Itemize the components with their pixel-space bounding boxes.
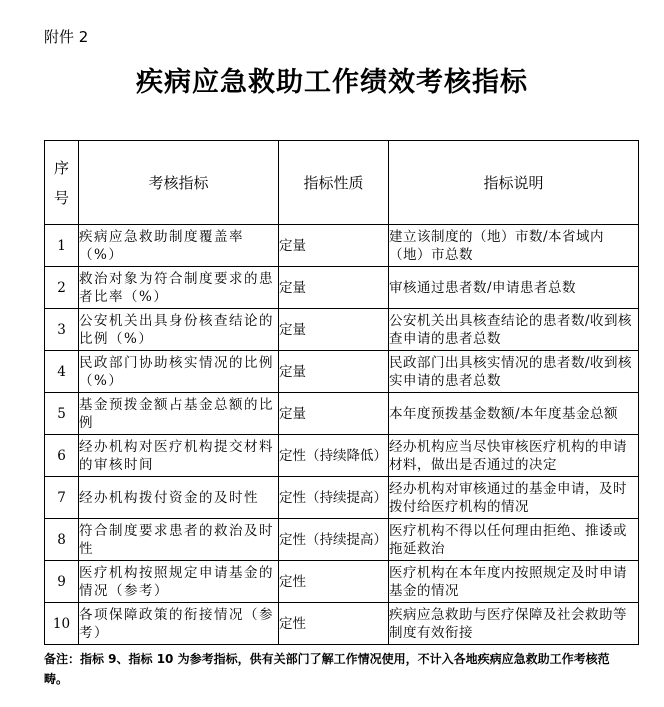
row-indicator: 基金预拨金额占基金总额的比例 (79, 393, 279, 435)
table-row (45, 225, 639, 267)
row-nature: 定性 (279, 561, 389, 603)
table-row (45, 393, 639, 435)
row-seq: 1 (45, 225, 79, 267)
table-row (45, 351, 639, 393)
row-seq: 10 (45, 603, 79, 645)
table-row (45, 519, 639, 561)
table-row (45, 435, 639, 477)
row-nature: 定量 (279, 225, 389, 267)
row-seq: 4 (45, 351, 79, 393)
row-indicator: 符合制度要求患者的救治及时性 (79, 519, 279, 561)
row-indicator: 经办机构拨付资金的及时性 (79, 477, 279, 519)
row-seq: 9 (45, 561, 79, 603)
header-description: 指标说明 (389, 141, 639, 225)
row-nature: 定量 (279, 351, 389, 393)
table-row (45, 477, 639, 519)
row-nature: 定性（持续提高） (279, 519, 389, 561)
header-nature: 指标性质 (279, 141, 389, 225)
row-indicator: 各项保障政策的衔接情况（参考） (79, 603, 279, 645)
row-description: 本年度预拨基金数额/本年度基金总额 (389, 393, 639, 435)
annex-label: 附件 2 (44, 28, 89, 46)
table-row (45, 603, 639, 645)
row-indicator: 经办机构对医疗机构提交材料的审核时间 (79, 435, 279, 477)
row-description: 建立该制度的（地）市数/本省域内（地）市总数 (389, 225, 639, 267)
row-indicator: 救治对象为符合制度要求的患者比率（%） (79, 267, 279, 309)
row-nature: 定性 (279, 603, 389, 645)
row-description: 经办机构对审核通过的基金申请，及时拨付给医疗机构的情况 (389, 477, 639, 519)
row-indicator: 疾病应急救助制度覆盖率（%） (79, 225, 279, 267)
row-seq: 5 (45, 393, 79, 435)
row-indicator: 公安机关出具身份核查结论的比例（%） (79, 309, 279, 351)
row-nature: 定量 (279, 267, 389, 309)
header-seq (45, 141, 79, 225)
row-seq: 6 (45, 435, 79, 477)
row-description: 经办机构应当尽快审核医疗机构的申请材料，做出是否通过的决定 (389, 435, 639, 477)
row-nature: 定性（持续提高） (279, 477, 389, 519)
indicator-table (44, 140, 639, 645)
row-nature: 定量 (279, 309, 389, 351)
table-header-row (45, 141, 639, 225)
row-nature: 定性（持续降低） (279, 435, 389, 477)
row-description: 公安机关出具核查结论的患者数/收到核查申请的患者总数 (389, 309, 639, 351)
row-indicator: 医疗机构按照规定申请基金的情况（参考） (79, 561, 279, 603)
header-seq-line1: 序 (53, 158, 69, 177)
page-title: 疾病应急救助工作绩效考核指标 (136, 67, 528, 98)
row-indicator: 民政部门协助核实情况的比例（%） (79, 351, 279, 393)
row-description: 民政部门出具核实情况的患者数/收到核实申请的患者总数 (389, 351, 639, 393)
row-description: 疾病应急救助与医疗保障及社会救助等制度有效衔接 (389, 603, 639, 645)
header-indicator: 考核指标 (79, 141, 279, 225)
row-description: 医疗机构在本年度内按照规定及时申请基金的情况 (389, 561, 639, 603)
row-seq: 8 (45, 519, 79, 561)
row-nature: 定量 (279, 393, 389, 435)
footnote: 备注：指标 9、指标 10 为参考指标，供有关部门了解工作情况使用，不计入各地疾病应急救助工作考核范畴。 (44, 652, 610, 686)
table-row (45, 309, 639, 351)
row-seq: 3 (45, 309, 79, 351)
row-description: 医疗机构不得以任何理由拒绝、推诿或拖延救治 (389, 519, 639, 561)
row-seq: 2 (45, 267, 79, 309)
row-description: 审核通过患者数/申请患者总数 (389, 267, 639, 309)
table-row (45, 561, 639, 603)
header-seq-line2: 号 (53, 188, 69, 207)
row-seq: 7 (45, 477, 79, 519)
table-row (45, 267, 639, 309)
